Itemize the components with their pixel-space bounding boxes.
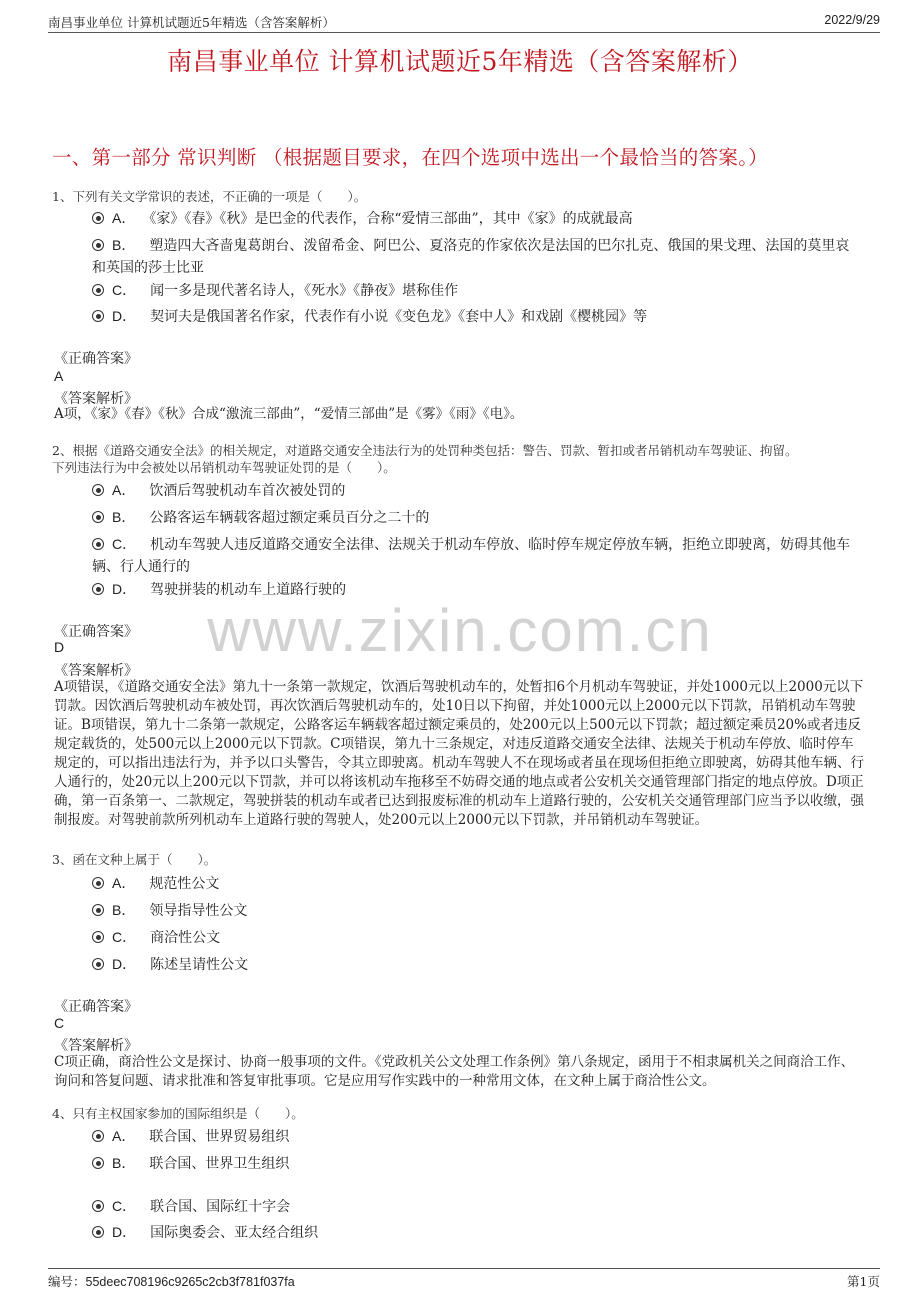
question-stem-line: 3、函在文种上属于（ ）。: [52, 852, 217, 867]
option-c[interactable]: [92, 533, 862, 578]
explanation-label: 《答案解析》: [54, 663, 138, 679]
radio-icon[interactable]: [92, 212, 104, 224]
radio-icon[interactable]: [92, 511, 104, 523]
radio-icon[interactable]: [92, 1200, 104, 1212]
option-letter: D．: [112, 581, 137, 597]
option-letter: B．: [112, 1155, 136, 1171]
answer-label: 《正确答案》: [54, 999, 138, 1015]
section-heading: 一、第一部分 常识判断 （根据题目要求，在四个选项中选出一个最恰当的答案。）: [52, 146, 769, 169]
option-b[interactable]: [92, 506, 862, 529]
explanation-text: C项正确，商洽性公文是探讨、协商一般事项的文件。《党政机关公文处理工作条例》第八条规定，函用于不相隶属机关之间商洽工作、询问和答复问题、请求批准和答复审批事项。它是应用写作实践中的一种常用文体，在文种上属于商洽性公文。: [54, 1054, 855, 1089]
radio-icon[interactable]: [92, 877, 104, 889]
option-letter: B．: [112, 509, 136, 525]
option-text: 塑造四大吝啬鬼葛朗台、泼留希金、阿巴公、夏洛克的作家依次是法国的巴尔扎克、俄国的果戈理、法国的莫里哀和英国的莎士比亚: [92, 238, 850, 276]
option-letter: A．: [112, 1128, 136, 1144]
option-d[interactable]: [92, 953, 862, 976]
option-letter: C．: [112, 536, 137, 552]
option-letter: A．: [112, 482, 136, 498]
option-b[interactable]: [92, 234, 862, 279]
explanation-text: A项，《家》《春》《秋》合成“激流三部曲”，“爱情三部曲”是《雾》《雨》《电》。: [54, 406, 524, 422]
option-c[interactable]: [92, 1195, 862, 1218]
radio-icon[interactable]: [92, 484, 104, 496]
question-stem: [52, 442, 797, 476]
answer-label: 《正确答案》: [54, 351, 138, 367]
radio-icon[interactable]: [92, 1130, 104, 1142]
option-letter: A．: [112, 210, 136, 226]
radio-icon[interactable]: [92, 1226, 104, 1238]
watermark: www.zixin.com.cn: [207, 597, 713, 664]
radio-icon[interactable]: [92, 931, 104, 943]
option-text: 机动车驾驶人违反道路交通安全法律、法规关于机动车停放、临时停车规定停放车辆，拒绝立即驶离，妨碍其他车辆、行人通行的: [92, 537, 851, 575]
option-b[interactable]: [92, 1152, 862, 1175]
option-a[interactable]: [92, 207, 862, 230]
option-text: 闻一多是现代著名诗人，《死水》《静夜》堪称佳作: [150, 283, 459, 299]
radio-icon[interactable]: [92, 583, 104, 595]
option-letter: C．: [112, 1198, 137, 1214]
option-c[interactable]: [92, 926, 862, 949]
option-c[interactable]: [92, 279, 862, 302]
option-letter: A．: [112, 875, 136, 891]
option-b[interactable]: [92, 899, 862, 922]
page-header: [48, 12, 880, 33]
option-text: 领导指导性公文: [149, 903, 248, 919]
doc-code: [48, 1272, 295, 1290]
document-title: 南昌事业单位 计算机试题近5年精选（含答案解析）: [167, 47, 753, 76]
option-letter: D．: [112, 956, 137, 972]
question-stem: [52, 188, 366, 205]
radio-icon[interactable]: [92, 958, 104, 970]
option-text: 商洽性公文: [150, 930, 221, 946]
option-d[interactable]: [92, 578, 862, 601]
radio-icon[interactable]: [92, 904, 104, 916]
answer-label: 《正确答案》: [54, 624, 138, 640]
option-text: 驾驶拼装的机动车上道路行驶的: [150, 582, 347, 598]
question-stem: [52, 1105, 304, 1122]
radio-icon[interactable]: [92, 284, 104, 296]
option-letter: D．: [112, 1224, 137, 1240]
radio-icon[interactable]: [92, 310, 104, 322]
option-a[interactable]: [92, 872, 862, 895]
option-text: 规范性公文: [149, 876, 220, 892]
header-date: 2022/9/29: [824, 13, 880, 27]
question-stem-line: 4、只有主权国家参加的国际组织是（ ）。: [52, 1106, 304, 1121]
option-d[interactable]: [92, 1221, 862, 1244]
option-text: 公路客运车辆载客超过额定乘员百分之二十的: [149, 510, 430, 526]
option-text: 《家》《春》《秋》是巴金的代表作，合称“爱情三部曲”，其中《家》的成就最高: [149, 211, 633, 227]
question-stem-line: 2、根据《道路交通安全法》的相关规定，对道路交通安全违法行为的处罚种类包括：警告、罚款、暂扣或者吊销机动车驾驶证、拘留。: [52, 443, 798, 458]
doc-code-value: 55deec708196c9265c2cb3f781f037fa: [85, 1275, 295, 1289]
option-letter: C．: [112, 929, 137, 945]
option-letter: B．: [112, 902, 136, 918]
option-text: 联合国、国际红十字会: [150, 1199, 291, 1215]
option-text: 陈述呈请性公文: [150, 957, 249, 973]
page-number: 第1页: [847, 1274, 880, 1289]
header-doc-title: 南昌事业单位 计算机试题近5年精选（含答案解析）: [48, 15, 335, 30]
option-a[interactable]: [92, 1125, 862, 1148]
option-text: 饮酒后驾驶机动车首次被处罚的: [149, 483, 346, 499]
option-text: 联合国、世界卫生组织: [149, 1156, 290, 1172]
explanation-text: A项错误，《道路交通安全法》第九十一条第一款规定，饮酒后驾驶机动车的，处暂扣6个月机动车驾驶证，并处1000元以上2000元以下罚款。因饮酒后驾驶机动车被处罚，再次饮酒后驾驶机动车的，处10日以下拘留，并处1000元以上2000元以下罚款，吊销机动车驾驶证。B项错误，第九十二条第一款规定，公路客运车辆载客超过额定乘员的，处200元以上500元以下罚款；超过额定乘员20%或者违反规定载货的，处500元以上2000元以下罚款。C项错误，第九十三条规定，对违反道路交通安全法律、法规关于机动车停放、临时停车规定的，可以指出违法行为，并予以口头警告，令其立即驶离。机动车驾驶人不在现场或者虽在现场但拒绝立即驶离，妨碍其他车辆、行人通行的，处20元以上200元以下罚款，并可以将该机动车拖移至不妨碍交通的地点或者公安机关交通管理部门指定的地点停放。D项正确，第一百条第一、二款规定，驾驶拼装的机动车或者已达到报废标准的机动车上道路行驶的，公安机关交通管理部门应当予以收缴，强制报废。对驾驶前款所列机动车上道路行驶的驾驶人，处200元以上2000元以下罚款，并吊销机动车驾驶证。: [54, 679, 864, 828]
radio-icon[interactable]: [92, 538, 104, 550]
question-stem-line: 1、下列有关文学常识的表述，不正确的一项是（ ）。: [52, 189, 367, 204]
explanation-label: 《答案解析》: [54, 1038, 138, 1054]
answer-value: A: [54, 368, 64, 384]
option-text: 国际奥委会、亚太经合组织: [150, 1225, 319, 1241]
answer-value: D: [54, 639, 65, 655]
question-stem: [52, 851, 216, 868]
question-stem-line: 下列违法行为中会被处以吊销机动车驾驶证处罚的是（ ）。: [52, 460, 396, 475]
option-text: 契诃夫是俄国著名作家，代表作有小说《变色龙》《套中人》和戏剧《樱桃园》等: [150, 309, 648, 325]
option-letter: B．: [112, 237, 136, 253]
page-footer: [48, 1268, 880, 1291]
doc-code-label: 编号：: [48, 1274, 86, 1289]
option-a[interactable]: [92, 479, 862, 502]
explanation-label: 《答案解析》: [54, 391, 138, 407]
answer-value: C: [54, 1015, 65, 1031]
radio-icon[interactable]: [92, 239, 104, 251]
radio-icon[interactable]: [92, 1157, 104, 1169]
option-text: 联合国、世界贸易组织: [149, 1129, 290, 1145]
option-letter: D．: [112, 308, 137, 324]
option-letter: C．: [112, 282, 137, 298]
option-d[interactable]: [92, 305, 862, 328]
